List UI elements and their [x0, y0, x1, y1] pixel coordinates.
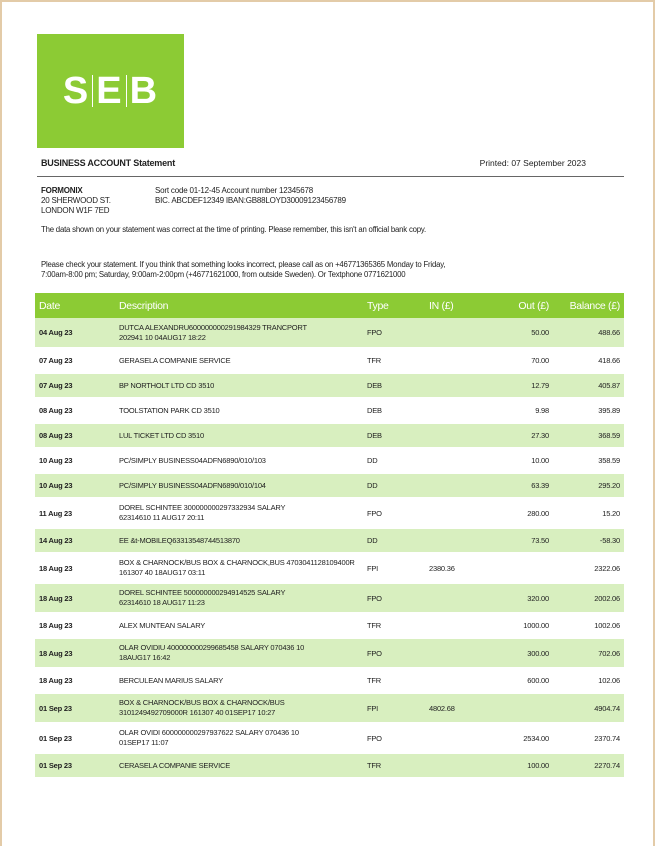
- row-description: CERASELA COMPANIE SERVICE: [115, 753, 363, 778]
- row-description: OLAR OVIDI 600000000297937622 SALARY 070436 10 01SEP17 11:07: [115, 723, 363, 753]
- row-description: DOREL SCHINTEE 500000000294914525 SALARY 62314610 18 AUG17 11:23: [115, 583, 363, 613]
- row-out: 10.00: [483, 448, 553, 473]
- row-type: TFR: [363, 753, 425, 778]
- row-date: 07 Aug 23: [35, 348, 115, 373]
- row-in: 2380.36: [425, 553, 483, 583]
- row-description: OLAR OVIDIU 400000000299685458 SALARY 070436 10 18AUG17 16:42: [115, 638, 363, 668]
- table-row: [35, 723, 624, 753]
- table-header: [35, 293, 624, 318]
- contact-notice: Please check your statement. If you think that something looks incorrect, please call as on +46771365365 Monday to Friday, 7:00am-8:00 pm; Saturday, 9:00am-2:00pm (+46771621000, from outside Sweden). Or Textphone 0771621000: [41, 260, 446, 279]
- row-date: 04 Aug 23: [35, 318, 115, 348]
- row-in: [425, 638, 483, 668]
- row-balance: 102.06: [553, 668, 624, 693]
- row-out: 2534.00: [483, 723, 553, 753]
- row-description: TOOLSTATION PARK CD 3510: [115, 398, 363, 423]
- table-row: [35, 318, 624, 348]
- table-row: [35, 473, 624, 498]
- statement-title: BUSINESS ACCOUNT Statement: [41, 158, 176, 168]
- row-out: 320.00: [483, 583, 553, 613]
- row-description: BOX & CHARNOCK/BUS BOX & CHARNOCK/BUS 3101249492709000R 161307 40 01SEP17 10:27: [115, 693, 363, 723]
- col-out: Out (£): [483, 293, 553, 318]
- table-row: [35, 398, 624, 423]
- row-out: 12.79: [483, 373, 553, 398]
- row-description: BOX & CHARNOCK/BUS BOX & CHARNOCK,BUS 4703041128109400R 161307 40 18AUG17 03:11: [115, 553, 363, 583]
- row-date: 01 Sep 23: [35, 753, 115, 778]
- row-balance: 4904.74: [553, 693, 624, 723]
- row-balance: 2370.74: [553, 723, 624, 753]
- row-description: PC/SIMPLY BUSINESS04ADFN6890/010/104: [115, 473, 363, 498]
- row-balance: 2322.06: [553, 553, 624, 583]
- row-date: 18 Aug 23: [35, 613, 115, 638]
- row-in: [425, 668, 483, 693]
- row-date: 18 Aug 23: [35, 583, 115, 613]
- row-in: [425, 498, 483, 528]
- row-date: 11 Aug 23: [35, 498, 115, 528]
- table-row: [35, 583, 624, 613]
- table-row: [35, 753, 624, 778]
- row-description: BERCULEAN MARIUS SALARY: [115, 668, 363, 693]
- disclaimer: The data shown on your statement was correct at the time of printing. Please remember, this isn't an official bank copy.: [41, 225, 427, 234]
- row-out: 300.00: [483, 638, 553, 668]
- row-type: FPO: [363, 583, 425, 613]
- row-balance: 295.20: [553, 473, 624, 498]
- row-type: FPO: [363, 318, 425, 348]
- row-description: PC/SIMPLY BUSINESS04ADFN6890/010/103: [115, 448, 363, 473]
- row-in: [425, 753, 483, 778]
- table-row: [35, 528, 624, 553]
- row-in: [425, 473, 483, 498]
- row-balance: 15.20: [553, 498, 624, 528]
- divider: [37, 176, 624, 177]
- row-balance: 418.66: [553, 348, 624, 373]
- table-row: [35, 693, 624, 723]
- row-date: 10 Aug 23: [35, 448, 115, 473]
- row-date: 18 Aug 23: [35, 638, 115, 668]
- table-row: [35, 638, 624, 668]
- row-in: [425, 723, 483, 753]
- row-date: 01 Sep 23: [35, 693, 115, 723]
- col-type: Type: [363, 293, 425, 318]
- table-row: [35, 668, 624, 693]
- row-balance: 368.59: [553, 423, 624, 448]
- row-out: 27.30: [483, 423, 553, 448]
- row-date: 14 Aug 23: [35, 528, 115, 553]
- row-balance: 1002.06: [553, 613, 624, 638]
- row-date: 01 Sep 23: [35, 723, 115, 753]
- row-type: FPI: [363, 553, 425, 583]
- row-in: [425, 528, 483, 553]
- row-out: 73.50: [483, 528, 553, 553]
- row-out: 9.98: [483, 398, 553, 423]
- row-out: 70.00: [483, 348, 553, 373]
- row-in: 4802.68: [425, 693, 483, 723]
- row-balance: 2002.06: [553, 583, 624, 613]
- row-balance: -58.30: [553, 528, 624, 553]
- row-type: DEB: [363, 423, 425, 448]
- row-date: 08 Aug 23: [35, 398, 115, 423]
- transactions-table: [35, 293, 624, 779]
- row-type: DD: [363, 448, 425, 473]
- table-row: [35, 348, 624, 373]
- row-out: [483, 553, 553, 583]
- row-type: FPO: [363, 638, 425, 668]
- row-out: 50.00: [483, 318, 553, 348]
- row-type: FPO: [363, 723, 425, 753]
- row-in: [425, 583, 483, 613]
- printed-date: Printed: 07 September 2023: [479, 158, 586, 168]
- row-date: 08 Aug 23: [35, 423, 115, 448]
- row-out: 100.00: [483, 753, 553, 778]
- row-in: [425, 398, 483, 423]
- row-balance: 395.89: [553, 398, 624, 423]
- row-type: TFR: [363, 613, 425, 638]
- row-type: DEB: [363, 373, 425, 398]
- row-description: LUL TICKET LTD CD 3510: [115, 423, 363, 448]
- row-in: [425, 373, 483, 398]
- table-row: [35, 553, 624, 583]
- row-type: FPI: [363, 693, 425, 723]
- row-out: 280.00: [483, 498, 553, 528]
- row-balance: 488.66: [553, 318, 624, 348]
- row-date: 07 Aug 23: [35, 373, 115, 398]
- row-in: [425, 318, 483, 348]
- row-in: [425, 348, 483, 373]
- row-balance: 2270.74: [553, 753, 624, 778]
- table-row: [35, 373, 624, 398]
- col-balance: Balance (£): [553, 293, 624, 318]
- row-description: EE &t-MOBILEQ63313548744513870: [115, 528, 363, 553]
- table-row: [35, 448, 624, 473]
- row-in: [425, 448, 483, 473]
- row-out: 63.39: [483, 473, 553, 498]
- col-date: Date: [35, 293, 115, 318]
- account-details: Sort code 01-12-45 Account number 12345678 BIC. ABCDEF12349 IBAN:GB88LOYD30009123456789: [155, 186, 346, 205]
- row-type: TFR: [363, 348, 425, 373]
- row-type: DD: [363, 473, 425, 498]
- row-out: 600.00: [483, 668, 553, 693]
- row-date: 18 Aug 23: [35, 553, 115, 583]
- customer-address: FORMONIX 20 SHERWOOD ST. LONDON W1F 7ED: [41, 186, 111, 215]
- row-in: [425, 423, 483, 448]
- row-in: [425, 613, 483, 638]
- row-balance: 358.59: [553, 448, 624, 473]
- row-type: DEB: [363, 398, 425, 423]
- row-description: ALEX MUNTEAN SALARY: [115, 613, 363, 638]
- col-in: IN (£): [425, 293, 483, 318]
- row-balance: 702.06: [553, 638, 624, 668]
- row-date: 18 Aug 23: [35, 668, 115, 693]
- row-type: DD: [363, 528, 425, 553]
- row-description: BP NORTHOLT LTD CD 3510: [115, 373, 363, 398]
- col-description: Description: [115, 293, 363, 318]
- table-row: [35, 613, 624, 638]
- row-out: 1000.00: [483, 613, 553, 638]
- seb-logo: S E B: [37, 34, 184, 148]
- row-date: 10 Aug 23: [35, 473, 115, 498]
- row-type: FPO: [363, 498, 425, 528]
- row-balance: 405.87: [553, 373, 624, 398]
- table-row: [35, 498, 624, 528]
- row-description: DOREL SCHINTEE 300000000297332934 SALARY 62314610 11 AUG17 20:11: [115, 498, 363, 528]
- row-type: TFR: [363, 668, 425, 693]
- row-description: DUTCA ALEXANDRU600000000291984329 TRANCPORT 202941 10 04AUG17 18:22: [115, 318, 363, 348]
- row-out: [483, 693, 553, 723]
- table-row: [35, 423, 624, 448]
- row-description: GERASELA COMPANIE SERVICE: [115, 348, 363, 373]
